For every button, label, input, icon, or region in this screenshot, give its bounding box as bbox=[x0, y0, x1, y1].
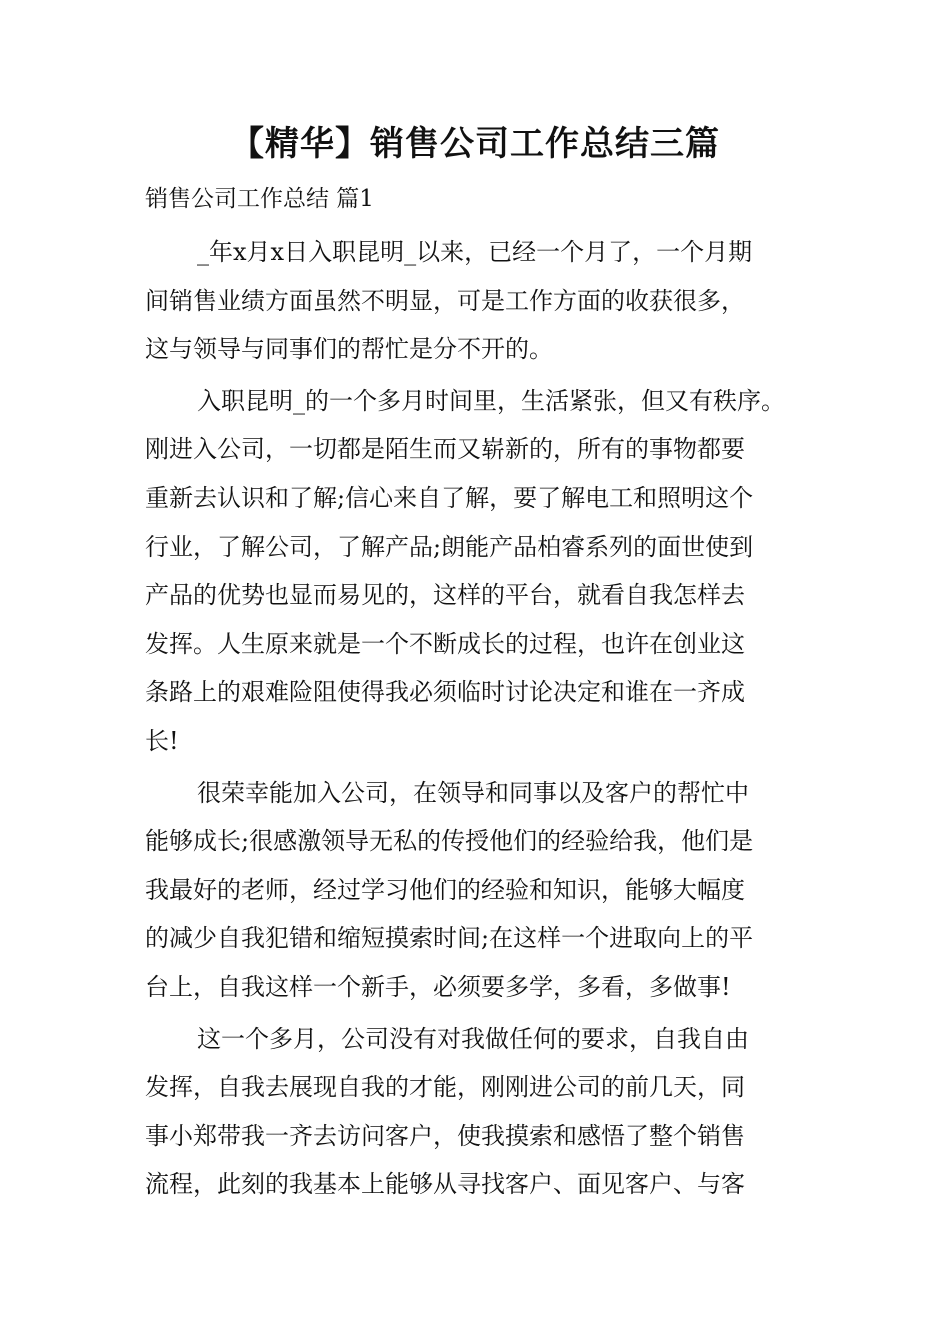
paragraph-line: 产品的优势也显而易见的，这样的平台，就看自我怎样去 bbox=[145, 581, 745, 610]
paragraph-line: 的减少自我犯错和缩短摸索时间;在这样一个进取向上的平 bbox=[145, 924, 754, 953]
paragraph-line: 台上，自我这样一个新手，必须要多学，多看，多做事! bbox=[145, 972, 731, 1001]
document-body bbox=[145, 228, 825, 1209]
paragraph-line: 事小郑带我一齐去访问客户，使我摸索和感悟了整个销售 bbox=[145, 1121, 745, 1150]
paragraph-line: _年x月x日入职昆明_以来，已经一个月了，一个月期 bbox=[197, 238, 753, 266]
paragraph-4 bbox=[145, 1015, 825, 1209]
document-title: 【精华】销售公司工作总结三篇 bbox=[230, 124, 720, 164]
section-heading: 销售公司工作总结 篇1 bbox=[145, 186, 374, 212]
paragraph-line: 刚进入公司，一切都是陌生而又崭新的，所有的事物都要 bbox=[145, 435, 745, 464]
paragraph-2 bbox=[145, 377, 825, 766]
paragraph-line: 重新去认识和了解;信心来自了解，要了解电工和照明这个 bbox=[145, 483, 754, 512]
paragraph-line: 流程，此刻的我基本上能够从寻找客户、面见客户、与客 bbox=[145, 1170, 745, 1199]
paragraph-line: 我最好的老师，经过学习他们的经验和知识，能够大幅度 bbox=[145, 875, 745, 904]
paragraph-line: 发挥。人生原来就是一个不断成长的过程，也许在创业这 bbox=[145, 629, 745, 658]
paragraph-line: 入职昆明_的一个多月时间里，生活紧张，但又有秩序。 bbox=[197, 386, 785, 415]
paragraph-line: 发挥，自我去展现自我的才能，刚刚进公司的前几天，同 bbox=[145, 1073, 745, 1102]
paragraph-3 bbox=[145, 769, 825, 1012]
paragraph-line: 能够成长;很感激领导无私的传授他们的经验给我，他们是 bbox=[145, 827, 754, 856]
paragraph-line: 这一个多月，公司没有对我做任何的要求，自我自由 bbox=[197, 1024, 749, 1053]
paragraph-line: 行业，了解公司，了解产品;朗能产品柏睿系列的面世使到 bbox=[145, 532, 754, 561]
paragraph-line: 很荣幸能加入公司，在领导和同事以及客户的帮忙中 bbox=[197, 778, 749, 807]
paragraph-line: 长! bbox=[145, 726, 179, 755]
paragraph-line: 条路上的艰难险阻使得我必须临时讨论决定和谁在一齐成 bbox=[145, 678, 745, 707]
paragraph-line: 间销售业绩方面虽然不明显，可是工作方面的收获很多， bbox=[145, 286, 745, 315]
paragraph-line: 这与领导与同事们的帮忙是分不开的。 bbox=[145, 335, 553, 364]
paragraph-1 bbox=[145, 228, 825, 374]
